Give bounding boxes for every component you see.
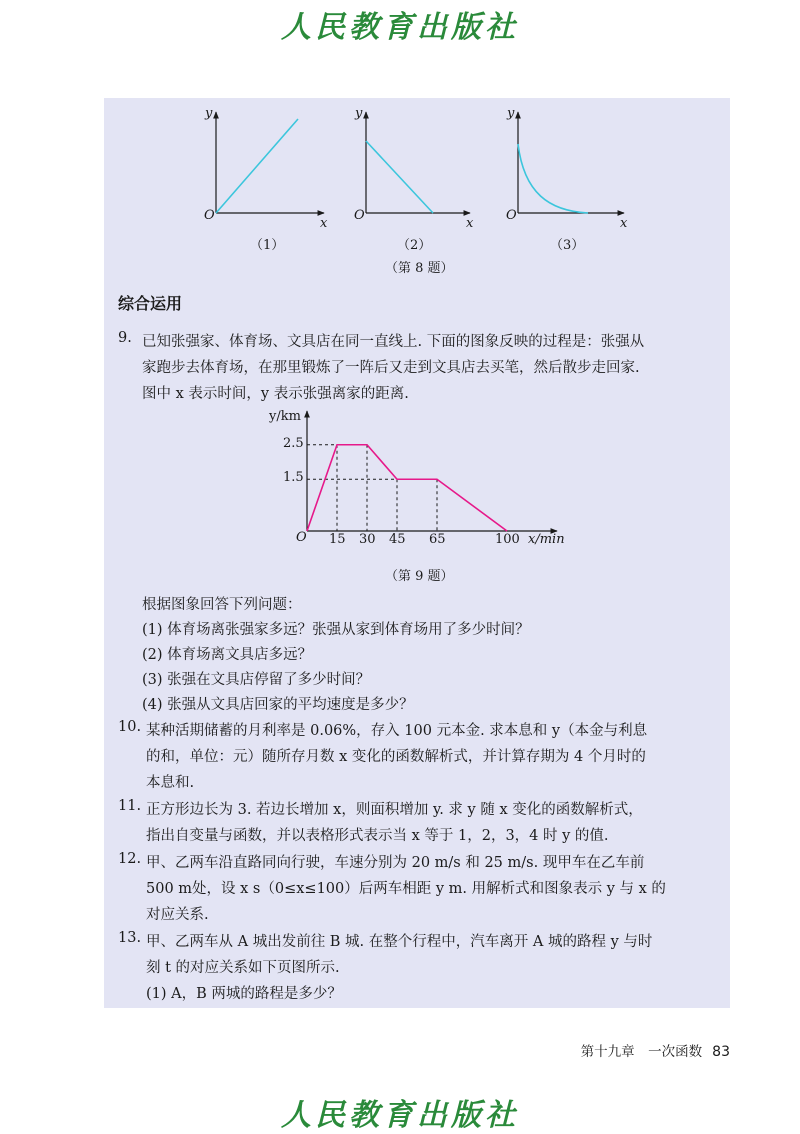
problem-9-line-2: 家跑步去体育场，在那里锻炼了一阵后又走到文具店去买笔，然后散步走回家.: [142, 360, 640, 376]
problem-13-number: 13.: [118, 930, 142, 946]
problem-10-line-1: 某种活期储蓄的月利率是 0.06%，存入 100 元本金. 求本息和 y（本金与利息: [146, 723, 648, 739]
fig9-origin: O: [296, 530, 307, 545]
problem-10-line-2: 的和，单位：元）随所存月数 x 变化的函数解析式，并计算存期为 4 个月时的: [146, 749, 646, 765]
section-heading: 综合运用: [118, 294, 183, 313]
problem-9-line-3: 图中 x 表示时间，y 表示张强离家的距离.: [142, 386, 409, 402]
fig8-sub-label-2: （2）: [397, 238, 432, 253]
problem-9-q2: (2) 体育场离文具店多远？: [142, 647, 313, 663]
publisher-logo-bottom: 人民教育出版社: [281, 1098, 519, 1133]
publisher-logo-top: 人民教育出版社: [281, 10, 519, 45]
fig8-sub-label-3: （3）: [550, 238, 585, 253]
content-panel: [104, 98, 730, 1008]
fig9-y-tick-2.5: 2.5: [283, 435, 304, 451]
problem-10-line-3: 本息和.: [146, 775, 195, 791]
fig8-sub-label-1: （1）: [250, 238, 285, 253]
problem-12-number: 12.: [118, 851, 142, 867]
fig9-caption: （第 9 题）: [385, 569, 454, 584]
fig8-1-y-label: y: [205, 106, 213, 121]
figure-9-chart: [104, 98, 730, 578]
fig9-x-tick-30: 30: [359, 532, 376, 547]
page-footer: [540, 1040, 730, 1060]
problem-10-number: 10.: [118, 719, 142, 735]
problem-9-q1: (1) 体育场离张强家多远？张强从家到体育场用了多少时间？: [142, 622, 530, 638]
fig9-x-tick-65: 65: [429, 532, 446, 547]
fig8-2-origin: O: [354, 208, 365, 223]
fig9-x-tick-15: 15: [329, 532, 346, 547]
page-number: 83: [712, 1044, 730, 1060]
fig8-2-x-label: x: [466, 216, 474, 231]
fig8-caption: （第 8 题）: [385, 261, 454, 276]
problem-9-q3: (3) 张强在文具店停留了多少时间？: [142, 672, 371, 688]
fig8-3-x-label: x: [620, 216, 628, 231]
fig9-x-axis-label: x/min: [528, 532, 565, 547]
fig8-2-y-label: y: [355, 106, 363, 121]
problem-11-line-1: 正方形边长为 3. 若边长增加 x，则面积增加 y. 求 y 随 x 变化的函数解析式，: [146, 802, 643, 818]
fig9-y-tick-1.5: 1.5: [283, 470, 304, 486]
fig9-x-tick-100: 100: [495, 532, 520, 547]
problem-12-line-1: 甲、乙两车沿直路同向行驶，车速分别为 20 m/s 和 25 m/s. 现甲车在乙车前: [146, 855, 645, 871]
problem-13-line-2: 刻 t 的对应关系如下页图所示.: [146, 960, 340, 976]
fig8-3-origin: O: [506, 208, 517, 223]
fig9-y-axis-label: y/km: [269, 409, 301, 424]
problem-12-line-3: 对应关系.: [146, 907, 209, 923]
fig8-1-x-label: x: [320, 216, 328, 231]
problem-12-line-2: 500 m处，设 x s（0≤x≤100）后两车相距 y m. 用解析式和图象表示 y 与 x 的: [146, 881, 666, 897]
footer-chapter: 第十九章 一次函数: [580, 1044, 703, 1060]
fig8-3-y-label: y: [507, 106, 515, 121]
problem-11-number: 11.: [118, 798, 142, 814]
problem-11-line-2: 指出自变量与函数，并以表格形式表示当 x 等于 1，2，3，4 时 y 的值.: [146, 828, 609, 844]
problem-9-number: 9.: [118, 330, 132, 346]
problem-13-line-1: 甲、乙两车从 A 城出发前往 B 城. 在整个行程中，汽车离开 A 城的路程 y 与时: [146, 934, 653, 950]
fig8-1-origin: O: [204, 208, 215, 223]
problem-9-intro: 根据图象回答下列问题：: [142, 597, 302, 613]
fig9-x-tick-45: 45: [389, 532, 406, 547]
problem-9-q4: (4) 张强从文具店回家的平均速度是多少？: [142, 697, 414, 713]
problem-9-line-1: 已知张强家、体育场、文具店在同一直线上. 下面的图象反映的过程是：张强从: [142, 334, 645, 350]
problem-13-line-3: (1) A，B 两城的路程是多少？: [146, 986, 342, 1002]
